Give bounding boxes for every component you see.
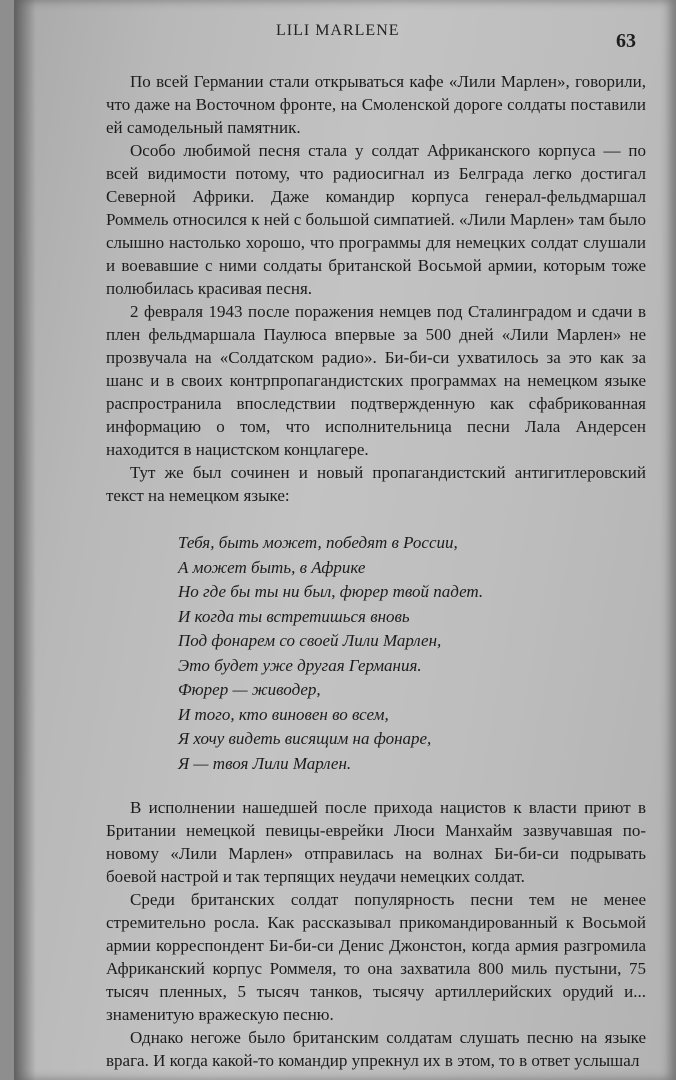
page-gutter-shadow — [14, 0, 36, 1080]
verse-line: И когда ты встретишься вновь — [178, 606, 410, 626]
book-page — [14, 0, 676, 1080]
running-header: LILI MARLENE — [276, 22, 400, 39]
paragraph: Тут же был сочинен и новый пропагандистский антигитлеровский текст на немецком языке: — [106, 463, 646, 505]
verse-line: Я хочу видеть висящим на фонаре, — [178, 729, 432, 748]
page-number: 63 — [616, 30, 636, 52]
page-body — [106, 70, 646, 1072]
verse-line: Под фонарем со своей Лили Марлен, — [178, 631, 442, 650]
poem-verse — [178, 531, 646, 776]
verse-line: Но где бы ты ни был, фюрер твой падет. — [178, 582, 484, 601]
paragraph: Особо любимой песня стала у солдат Африканского корпуса — по всей видимости потому, что радиосигнал из Белграда легко достигал Северной Африки. Даже командир корпуса генерал-фельдмаршал Роммель относился к ней с большой симпатией. «Лили Марлен» там было слышно настолько хорошо, что программы для немецких солдат слушали и воевавшие с ними солдаты британской Восьмой армии, которым тоже полюбилась красивая песня. — [106, 141, 646, 298]
verse-line: Это будет уже другая Германия. — [178, 655, 422, 675]
paragraph: В исполнении нашедшей после прихода нацистов к власти приют в Британии немецкой певицы-еврейки Люси Манхайм зазвучавшая по-новому «Лили Марлен» отправилась на волнах Би-би-си подрывать боевой настрой и так терпящих неудачи немецких солдат. — [106, 798, 646, 886]
verse-line: А может быть, в Африке — [178, 557, 366, 577]
paragraph: Однако негоже было британским солдатам слушать песню на языке врага. И когда какой-то командир упрекнул их в этом, то в ответ услышал — [106, 1028, 646, 1070]
verse-line: Я — твоя Лили Марлен. — [178, 753, 352, 773]
verse-line: И того, кто виновен во всем, — [178, 704, 389, 724]
paragraph: По всей Германии стали открываться кафе «Лили Марлен», говорили, что даже на Восточном фронте, на Смоленской дороге солдаты поставили ей самодельный памятник. — [106, 72, 646, 137]
paragraph: 2 февраля 1943 после поражения немцев под Сталинградом и сдачи в плен фельдмаршала Паулюса впервые за 500 дней «Лили Марлен» не прозвучала на «Солдатском радио». Би-би-си ухватилось за это как за шанс и в своих контрпропагандистских программах на немецком языке распространила впоследствии подтвержденную как сфабрикованная информацию о том, что исполнительница песни Лала Андерсен находится в нацистском концлагере. — [106, 302, 646, 459]
verse-line: Фюрер — живодер, — [178, 680, 321, 699]
paragraph: Среди британских солдат популярность песни тем не менее стремительно росла. Как рассказывал прикомандированный к Восьмой армии корреспондент Би-би-си Денис Джонстон, когда армия разгромила Африканский корпус Роммеля, то она захватила 800 миль пустыни, 75 тысяч пленных, 5 тысяч танков, тысячу артиллерийских орудий и... знаменитую вражескую песню. — [106, 890, 646, 1024]
verse-line: Тебя, быть может, победят в России, — [178, 533, 458, 552]
